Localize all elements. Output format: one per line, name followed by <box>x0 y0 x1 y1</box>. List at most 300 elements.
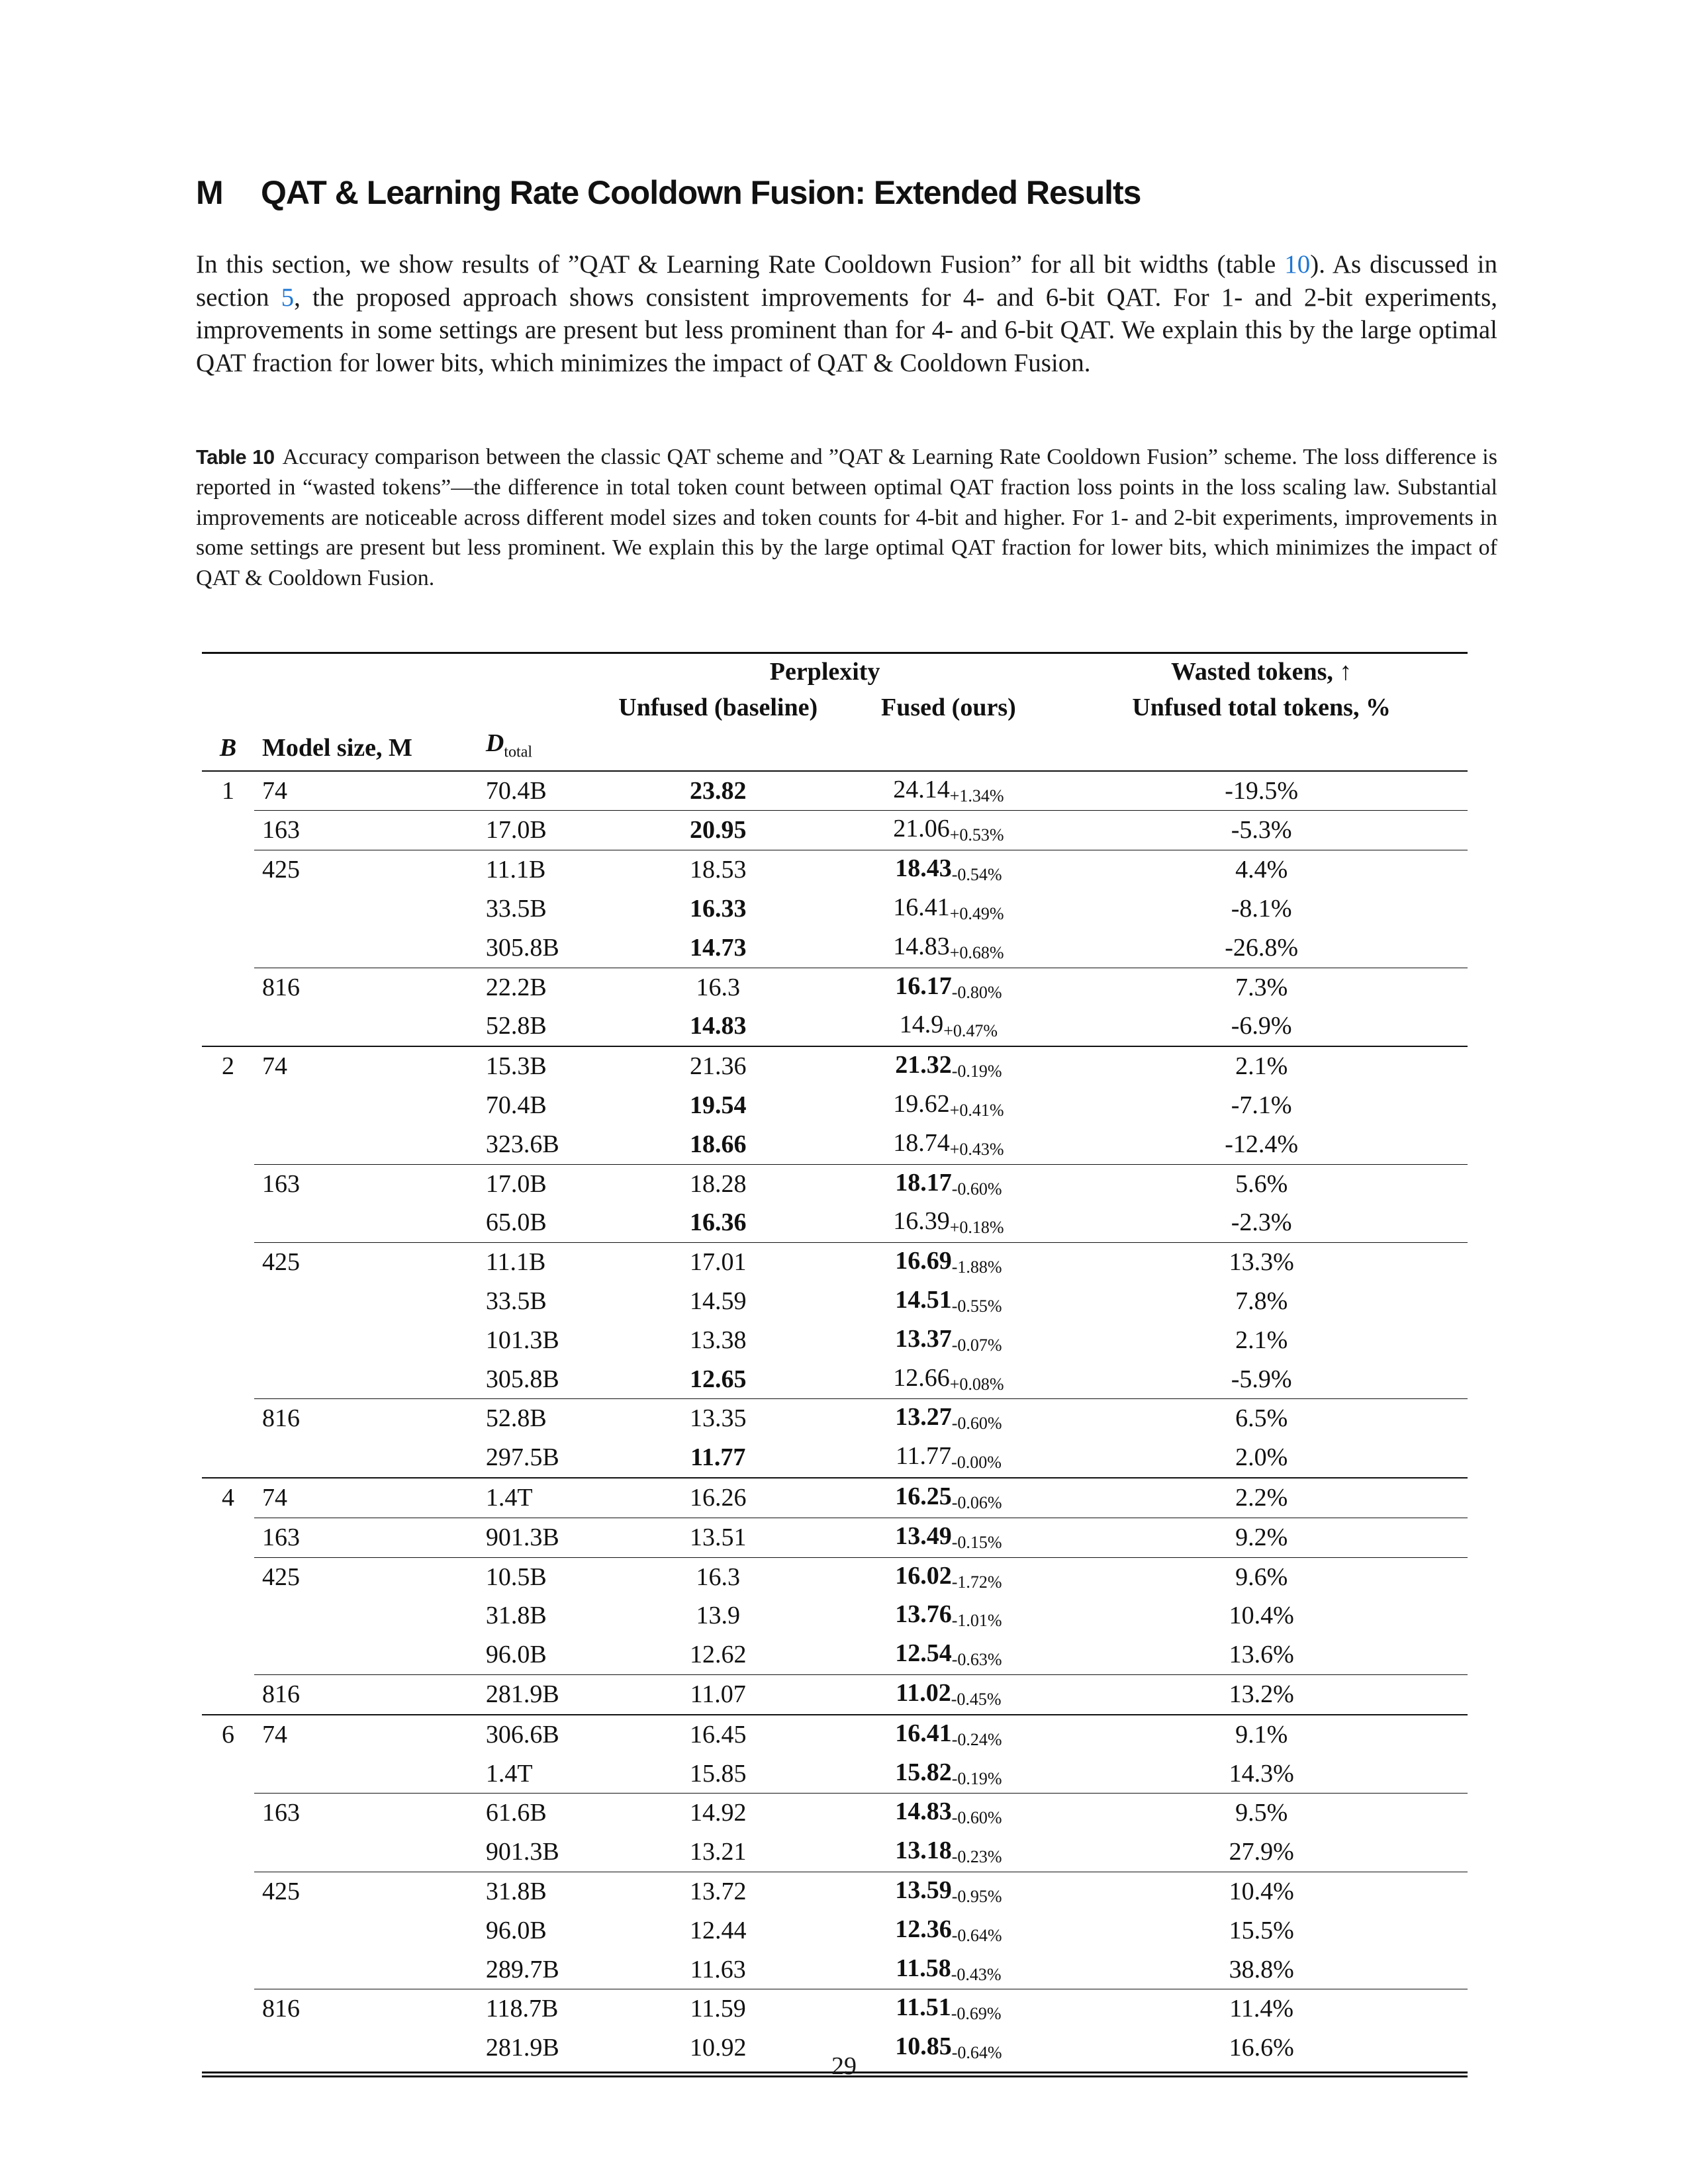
bit-width-cell <box>202 929 254 968</box>
section-title: QAT & Learning Rate Cooldown Fusion: Extended Results <box>261 174 1141 211</box>
fused-delta: +0.53% <box>949 825 1004 845</box>
model-size-cell: 74 <box>254 771 486 811</box>
bit-width-cell <box>202 1754 254 1794</box>
table-row <box>202 1203 1468 1242</box>
table-row <box>202 1399 1468 1438</box>
wasted-tokens-cell: 7.8% <box>1235 1287 1288 1315</box>
model-size-cell <box>254 1282 486 1321</box>
d-total-cell: 281.9B <box>485 2034 559 2062</box>
model-size-cell <box>254 1321 486 1360</box>
fused-cell <box>842 1596 1056 1635</box>
wasted-tokens-cell: -8.1% <box>1231 894 1292 923</box>
model-size-cell: 163 <box>254 1518 486 1557</box>
fused-value: 12.66 <box>893 1363 950 1392</box>
wasted-tokens-cell: -12.4% <box>1225 1130 1299 1158</box>
fused-value: 13.59 <box>895 1876 952 1904</box>
model-size-cell <box>254 1086 486 1125</box>
header-model-size: Model size, M <box>254 725 486 771</box>
bit-width-cell <box>202 968 254 1007</box>
bit-width-cell <box>202 1911 254 1950</box>
bit-width-cell <box>202 1086 254 1125</box>
unfused-cell: 13.9 <box>696 1602 740 1630</box>
model-size-cell <box>254 1007 486 1046</box>
fused-delta: +0.41% <box>949 1100 1004 1120</box>
wasted-tokens-cell: -2.3% <box>1231 1208 1292 1237</box>
model-size-cell: 163 <box>254 1164 486 1203</box>
d-total-cell: 17.0B <box>486 811 594 850</box>
fused-cell <box>842 811 1056 850</box>
fused-value: 13.49 <box>895 1522 952 1550</box>
bit-width-cell <box>202 1360 254 1399</box>
fused-value: 13.27 <box>895 1403 952 1432</box>
fused-value: 19.62 <box>893 1089 950 1118</box>
fused-cell <box>842 1557 1056 1596</box>
d-total-cell: 1.4T <box>486 1478 594 1518</box>
intro-text-3: , the proposed approach shows consistent improvements for 4- and 6-bit QAT. For 1- and 2-bit experiments, improvements in some settings are present but less prominent than for 4- and 6-bit QAT. We explain this by the large optimal QAT fraction for lower bits, which minimizes the impact of QAT & Cooldown Fusion. <box>196 283 1498 377</box>
fused-cell <box>842 1164 1056 1203</box>
model-size-cell <box>254 889 486 929</box>
table-row <box>202 850 1468 889</box>
fused-delta: +0.43% <box>949 1139 1004 1159</box>
fused-cell <box>842 929 1056 968</box>
bit-width-cell <box>202 1674 254 1714</box>
d-total-cell: 11.1B <box>486 1243 594 1282</box>
d-total-cell: 901.3B <box>486 1518 594 1557</box>
d-total-cell: 33.5B <box>485 894 547 923</box>
unfused-cell: 13.38 <box>689 1326 747 1354</box>
bit-width-cell <box>202 1399 254 1438</box>
fused-value: 16.25 <box>895 1482 952 1510</box>
unfused-cell: 13.72 <box>594 1872 842 1911</box>
fused-delta: -0.23% <box>951 1847 1002 1867</box>
model-size-cell: 425 <box>254 1243 486 1282</box>
d-total-cell: 15.3B <box>486 1046 594 1086</box>
wasted-tokens-cell: 11.4% <box>1055 1989 1468 2028</box>
unfused-cell: 16.36 <box>689 1208 747 1237</box>
fused-value: 11.77 <box>895 1442 952 1471</box>
fused-delta: +0.08% <box>949 1374 1004 1394</box>
unfused-cell: 18.66 <box>689 1130 747 1158</box>
model-size-cell <box>254 1754 486 1794</box>
d-total-cell: 65.0B <box>485 1208 547 1237</box>
model-size-cell: 74 <box>254 1478 486 1518</box>
unfused-cell: 12.44 <box>689 1916 747 1944</box>
fused-cell <box>842 1715 1056 1754</box>
bit-width-cell <box>202 889 254 929</box>
table-row <box>202 1360 1468 1399</box>
fused-delta: +0.47% <box>943 1021 998 1041</box>
header-b: B <box>202 725 254 771</box>
table-row <box>202 1086 1468 1125</box>
model-size-cell <box>254 929 486 968</box>
fused-cell <box>842 1794 1056 1833</box>
table-row <box>202 1911 1468 1950</box>
fused-value: 14.83 <box>895 1797 952 1826</box>
wasted-tokens-cell: 15.5% <box>1229 1916 1294 1944</box>
fused-value: 14.51 <box>895 1285 952 1314</box>
page-number: 29 <box>831 2052 857 2080</box>
model-size-cell: 816 <box>254 1399 486 1438</box>
fused-delta: -0.19% <box>951 1768 1002 1788</box>
fused-cell <box>842 889 1056 929</box>
wasted-tokens-cell: 6.5% <box>1055 1399 1468 1438</box>
fused-value: 15.82 <box>895 1758 952 1786</box>
model-size-cell: 425 <box>254 850 486 889</box>
d-total-cell: 96.0B <box>485 1641 547 1669</box>
bit-width-cell <box>202 1596 254 1635</box>
fused-cell <box>842 1046 1056 1086</box>
unfused-cell: 18.53 <box>594 850 842 889</box>
d-total-cell: 52.8B <box>485 1012 547 1040</box>
wasted-tokens-cell: -5.3% <box>1055 811 1468 850</box>
intro-text-1: In this section, we show results of ”QAT & Learning Rate Cooldown Fusion” for all bit widths (table <box>196 250 1285 279</box>
model-size-cell <box>254 1438 486 1478</box>
unfused-cell: 11.77 <box>690 1443 746 1472</box>
header-fused: Fused (ours) <box>881 694 1016 721</box>
unfused-cell: 23.82 <box>594 771 842 811</box>
unfused-cell: 11.07 <box>594 1674 842 1714</box>
wasted-tokens-cell: -26.8% <box>1225 933 1299 962</box>
section-number: M <box>196 174 223 211</box>
d-total-cell: 289.7B <box>485 1955 559 1983</box>
unfused-cell: 21.36 <box>594 1046 842 1086</box>
wasted-tokens-cell: 13.6% <box>1229 1641 1294 1669</box>
fused-value: 13.76 <box>895 1600 952 1629</box>
table-row <box>202 1478 1468 1518</box>
fused-cell <box>842 1911 1056 1950</box>
unfused-cell: 14.73 <box>689 933 747 962</box>
table-row <box>202 1243 1468 1282</box>
bit-width-cell <box>202 1125 254 1164</box>
table-row <box>202 1794 1468 1833</box>
d-total-cell: 52.8B <box>486 1399 594 1438</box>
bit-width-cell <box>202 1438 254 1478</box>
d-total-cell: 70.4B <box>485 1091 547 1119</box>
fused-delta: -0.60% <box>951 1414 1002 1433</box>
fused-value: 18.43 <box>895 854 952 883</box>
unfused-cell: 13.51 <box>594 1518 842 1557</box>
fused-cell <box>842 1674 1056 1714</box>
fused-delta: -0.64% <box>951 1925 1002 1945</box>
fused-value: 24.14 <box>893 775 950 803</box>
wasted-tokens-cell: 13.2% <box>1055 1674 1468 1714</box>
section-ref-link[interactable]: 5 <box>281 283 295 312</box>
fused-delta: -0.19% <box>951 1062 1002 1081</box>
wasted-tokens-cell: 10.4% <box>1229 1602 1294 1630</box>
fused-cell <box>842 968 1056 1007</box>
fused-value: 13.18 <box>895 1837 952 1865</box>
wasted-tokens-cell: 2.1% <box>1235 1326 1288 1354</box>
fused-delta: -0.15% <box>951 1532 1002 1552</box>
fused-cell <box>842 1203 1056 1242</box>
table-row <box>202 811 1468 850</box>
wasted-tokens-cell: 2.2% <box>1055 1478 1468 1518</box>
fused-delta: -1.72% <box>951 1572 1002 1592</box>
table-row <box>202 1989 1468 2028</box>
table-row <box>202 1125 1468 1164</box>
model-size-cell <box>254 1950 486 1989</box>
unfused-cell: 17.01 <box>594 1243 842 1282</box>
wasted-tokens-cell: -5.9% <box>1231 1365 1292 1393</box>
unfused-cell: 19.54 <box>689 1091 747 1119</box>
fused-cell <box>842 1360 1056 1399</box>
unfused-cell: 16.33 <box>689 894 747 923</box>
table-row <box>202 1438 1468 1478</box>
fused-value: 11.02 <box>896 1678 951 1707</box>
fused-cell <box>842 1872 1056 1911</box>
d-total-cell: 17.0B <box>486 1164 594 1203</box>
fused-delta: +1.34% <box>949 786 1004 805</box>
bit-width-cell <box>202 1557 254 1596</box>
d-total-cell: 323.6B <box>485 1130 559 1158</box>
model-size-cell <box>254 1203 486 1242</box>
model-size-cell: 816 <box>254 1674 486 1714</box>
wasted-tokens-cell: 10.4% <box>1055 1872 1468 1911</box>
bit-width-cell <box>202 1282 254 1321</box>
bit-width-cell: 4 <box>202 1478 254 1518</box>
section-heading <box>196 173 1141 212</box>
fused-value: 16.39 <box>893 1207 950 1236</box>
fused-value: 12.36 <box>895 1915 952 1943</box>
table-row <box>202 771 1468 811</box>
fused-cell <box>842 1478 1056 1518</box>
table-row <box>202 1046 1468 1086</box>
fused-value: 18.74 <box>893 1128 950 1157</box>
fused-cell <box>842 771 1056 811</box>
fused-value: 10.85 <box>895 2032 952 2061</box>
wasted-tokens-cell: 16.6% <box>1229 2034 1294 2062</box>
unfused-cell: 11.63 <box>690 1955 746 1983</box>
table-row <box>202 1754 1468 1794</box>
bit-width-cell: 2 <box>202 1046 254 1086</box>
fused-delta: +0.18% <box>949 1218 1004 1238</box>
fused-delta: -0.80% <box>951 982 1002 1002</box>
unfused-cell: 16.26 <box>594 1478 842 1518</box>
table-row <box>202 1635 1468 1674</box>
fused-value: 18.17 <box>895 1168 952 1197</box>
fused-delta: -0.60% <box>951 1808 1002 1828</box>
unfused-cell: 16.3 <box>594 1557 842 1596</box>
table-row <box>202 1833 1468 1872</box>
wasted-tokens-cell: 38.8% <box>1229 1955 1294 1983</box>
fused-value: 13.37 <box>895 1324 952 1353</box>
unfused-cell: 13.35 <box>594 1399 842 1438</box>
fused-delta: -0.63% <box>951 1650 1002 1670</box>
fused-delta: -0.07% <box>951 1335 1002 1355</box>
caption-label: Table 10 <box>196 445 275 469</box>
d-total-cell: 31.8B <box>486 1872 594 1911</box>
intro-text-2: ). As discussed in section <box>196 250 1497 312</box>
wasted-tokens-cell: 27.9% <box>1229 1838 1294 1866</box>
fused-delta: +0.49% <box>949 903 1004 923</box>
fused-cell <box>842 1438 1056 1478</box>
bit-width-cell <box>202 1203 254 1242</box>
fused-value: 21.32 <box>895 1051 952 1079</box>
bit-width-cell <box>202 850 254 889</box>
table-row <box>202 1282 1468 1321</box>
fused-delta: -0.64% <box>951 2043 1002 2063</box>
fused-value: 16.69 <box>895 1247 952 1275</box>
d-total-cell: 101.3B <box>485 1326 559 1354</box>
table-caption <box>196 442 1497 594</box>
fused-value: 14.83 <box>893 932 950 960</box>
fused-delta: -0.06% <box>951 1492 1002 1512</box>
fused-value: 16.41 <box>893 893 950 921</box>
model-size-cell <box>254 1596 486 1635</box>
bit-width-cell <box>202 1007 254 1046</box>
header-wasted-bottom: Unfused total tokens, % <box>1132 694 1391 721</box>
fused-value: 21.06 <box>893 815 950 843</box>
model-size-cell: 425 <box>254 1557 486 1596</box>
table-row <box>202 1321 1468 1360</box>
d-total-cell: 118.7B <box>486 1989 594 2028</box>
fused-value: 16.17 <box>895 972 952 1000</box>
intro-paragraph <box>196 248 1497 379</box>
wasted-tokens-cell: 9.6% <box>1055 1557 1468 1596</box>
unfused-cell: 14.83 <box>689 1012 747 1040</box>
bit-width-cell <box>202 1872 254 1911</box>
wasted-tokens-cell: 9.1% <box>1055 1715 1468 1754</box>
d-total-cell: 306.6B <box>486 1715 594 1754</box>
fused-value: 12.54 <box>895 1639 952 1668</box>
bit-width-cell <box>202 1635 254 1674</box>
table-row <box>202 1007 1468 1046</box>
fused-delta: -0.60% <box>951 1179 1002 1199</box>
fused-value: 11.51 <box>896 1993 951 2022</box>
fused-delta: -0.43% <box>951 1964 1002 1984</box>
d-total-cell: 33.5B <box>485 1287 547 1315</box>
fused-delta: -0.54% <box>951 865 1002 885</box>
bit-width-cell <box>202 1243 254 1282</box>
wasted-tokens-cell: 9.2% <box>1055 1518 1468 1557</box>
d-total-cell: 281.9B <box>486 1674 594 1714</box>
fused-delta: +0.68% <box>949 942 1004 962</box>
table-body <box>202 771 1468 2068</box>
fused-cell <box>842 1989 1056 2028</box>
results-table <box>202 652 1468 2068</box>
wasted-tokens-cell: 4.4% <box>1055 850 1468 889</box>
unfused-cell: 15.85 <box>689 1759 747 1788</box>
model-size-cell: 163 <box>254 1794 486 1833</box>
fused-cell <box>842 1399 1056 1438</box>
bit-width-cell <box>202 1164 254 1203</box>
d-total-cell: 11.1B <box>486 850 594 889</box>
bit-width-cell: 6 <box>202 1715 254 1754</box>
table-row <box>202 1518 1468 1557</box>
table-row <box>202 1715 1468 1754</box>
fused-cell <box>842 1635 1056 1674</box>
header-unfused: Unfused (baseline) <box>618 694 818 721</box>
wasted-tokens-cell: 13.3% <box>1055 1243 1468 1282</box>
wasted-tokens-cell: -19.5% <box>1055 771 1468 811</box>
bit-width-cell <box>202 1989 254 2028</box>
fused-cell <box>842 850 1056 889</box>
unfused-cell: 13.21 <box>689 1838 747 1866</box>
bit-width-cell <box>202 1321 254 1360</box>
wasted-tokens-cell: -7.1% <box>1231 1091 1292 1119</box>
model-size-cell <box>254 1635 486 1674</box>
d-total-cell: 70.4B <box>486 771 594 811</box>
unfused-cell: 14.59 <box>689 1287 747 1315</box>
model-size-cell <box>254 1833 486 1872</box>
fused-delta: -1.01% <box>951 1611 1002 1631</box>
table-row <box>202 1596 1468 1635</box>
model-size-cell: 163 <box>254 811 486 850</box>
header-perplexity: Perplexity <box>769 658 880 686</box>
model-size-cell <box>254 1125 486 1164</box>
table-row <box>202 1164 1468 1203</box>
unfused-cell: 12.62 <box>689 1641 747 1669</box>
table-row <box>202 889 1468 929</box>
d-total-cell: 31.8B <box>485 1602 547 1630</box>
unfused-cell: 18.28 <box>594 1164 842 1203</box>
header-d-total: $D_{total}$ <box>486 725 594 771</box>
model-size-cell <box>254 1360 486 1399</box>
wasted-tokens-cell: -6.9% <box>1231 1012 1292 1040</box>
unfused-cell: 16.45 <box>594 1715 842 1754</box>
d-total-cell: 10.5B <box>486 1557 594 1596</box>
fused-value: 14.9 <box>899 1011 944 1039</box>
d-total-cell: 901.3B <box>485 1838 559 1866</box>
caption-text: Accuracy comparison between the classic QAT scheme and ”QAT & Learning Rate Cooldown Fusion” scheme. The loss difference is reported in “wasted tokens”—the difference in total token count between optimal QAT fraction loss points in the loss scaling law. Substantial improvements are noticeable across different model sizes and token counts for 4-bit and higher. For 1- and 2-bit experiments, improvements in some settings are present but less prominent. We explain this by the large optimal QAT fraction for lower bits, which minimizes the impact of QAT & Cooldown Fusion. <box>196 445 1497 591</box>
wasted-tokens-cell: 14.3% <box>1229 1759 1294 1788</box>
fused-cell <box>842 1243 1056 1282</box>
table-ref-link[interactable]: 10 <box>1284 250 1311 279</box>
unfused-cell: 12.65 <box>689 1365 747 1393</box>
unfused-cell: 11.59 <box>594 1989 842 2028</box>
unfused-cell: 14.92 <box>594 1794 842 1833</box>
bit-width-cell <box>202 1950 254 1989</box>
wasted-tokens-cell: 2.0% <box>1235 1443 1288 1472</box>
bit-width-cell <box>202 811 254 850</box>
d-total-cell: 96.0B <box>485 1916 547 1944</box>
model-size-cell <box>254 1911 486 1950</box>
d-total-cell: 1.4T <box>485 1759 533 1788</box>
fused-cell <box>842 1125 1056 1164</box>
header-wasted-top: Wasted tokens, ↑ <box>1170 658 1352 686</box>
fused-delta: -0.55% <box>951 1296 1002 1316</box>
fused-cell <box>842 1754 1056 1794</box>
fused-value: 16.02 <box>895 1561 952 1590</box>
d-total-cell: 305.8B <box>485 933 559 962</box>
wasted-tokens-cell: 2.1% <box>1055 1046 1468 1086</box>
wasted-tokens-cell: 5.6% <box>1055 1164 1468 1203</box>
fused-cell <box>842 1518 1056 1557</box>
model-size-cell: 816 <box>254 968 486 1007</box>
fused-delta: -1.88% <box>951 1257 1002 1277</box>
bit-width-cell <box>202 1794 254 1833</box>
table-row <box>202 1950 1468 1989</box>
fused-cell <box>842 1086 1056 1125</box>
model-size-cell: 74 <box>254 1715 486 1754</box>
d-total-cell: 61.6B <box>486 1794 594 1833</box>
fused-cell <box>842 1321 1056 1360</box>
fused-value: 11.58 <box>896 1954 951 1982</box>
wasted-tokens-cell: 9.5% <box>1055 1794 1468 1833</box>
table-row <box>202 968 1468 1007</box>
model-size-cell: 425 <box>254 1872 486 1911</box>
fused-delta: -0.69% <box>951 2004 1002 2024</box>
fused-cell <box>842 1282 1056 1321</box>
fused-cell <box>842 1950 1056 1989</box>
fused-cell <box>842 1833 1056 1872</box>
bit-width-cell <box>202 1833 254 1872</box>
table-row <box>202 1557 1468 1596</box>
fused-delta: -0.95% <box>951 1886 1002 1906</box>
bit-width-cell <box>202 1518 254 1557</box>
table-row <box>202 1674 1468 1714</box>
d-total-cell: 297.5B <box>485 1443 559 1472</box>
